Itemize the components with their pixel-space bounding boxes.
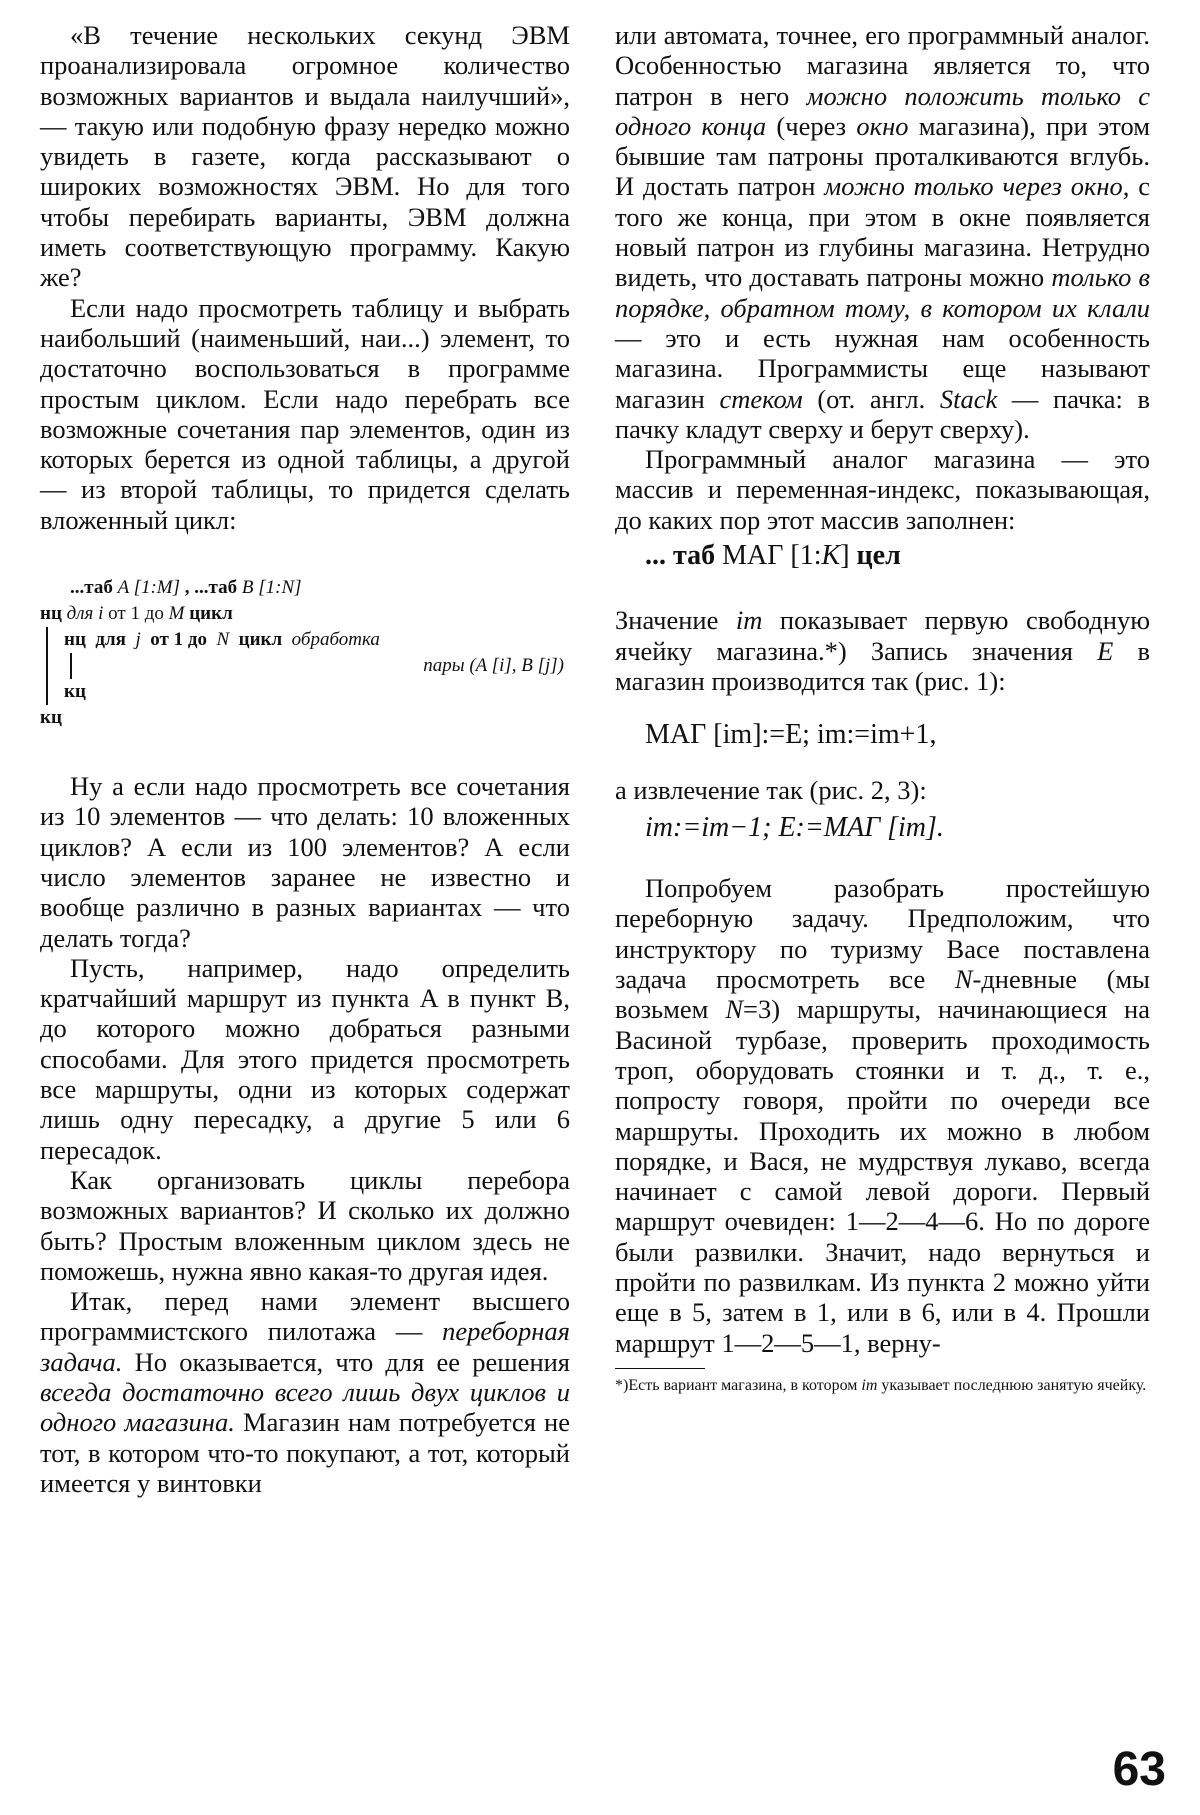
code-variable: j [135, 629, 141, 651]
emphasis: всегда достаточно всего лишь двух циклов и одного магазина. [40, 1376, 570, 1438]
text: указывает последнюю занятую ячейку. [877, 1376, 1147, 1394]
loop-bracket-inner [70, 653, 72, 679]
code-keyword: ... таб [645, 540, 716, 572]
code-text: от 1 до [108, 603, 164, 625]
code-text: B [1:N] [241, 577, 302, 599]
text: =3) маршруты, начинающиеся на Васиной турбазе, проверить проходимость троп, оборудовать стоянки и т. д., т. е., попросту говоря, пройти по очереди все маршруты. Проходить их можно в любом порядке, и Вася, не мудрствуя лукаво, всегда начинает с самой левой дороги. Первый маршрут очевиден: 1—2—4—6. Но по дороге были развилки. Значит, надо вернуться и пройти по развилкам. Из пункта 2 можно уйти еще в 5, затем в 1, или в 6, или в 4. Прошли маршрут 1—2—5—1, верну- [615, 994, 1151, 1358]
left-column [40, 20, 570, 1498]
code-keyword: цикл [189, 603, 233, 625]
text: Итак, перед нами элемент высшего программистского пилотажа — [40, 1286, 570, 1347]
code-text: МАГ [1: [722, 540, 822, 572]
paragraph: Ну а если надо просмотреть все сочетания из 10 элементов — что делать: 10 вложенных циклов? А если из 100 элементов? А если число элементов заранее не известно и вообще различно в разных вариантах — что делать тогда? [40, 771, 570, 953]
code-variable: N [216, 629, 230, 651]
variable: im [735, 605, 763, 636]
code-keyword: цел [856, 540, 901, 572]
text: (через [766, 110, 857, 141]
emphasis: окно [856, 110, 909, 141]
text: -дневные (мы возьмем [615, 964, 1150, 1025]
code-keyword: для [95, 629, 126, 651]
paragraph: Пусть, например, надо определить кратчайший маршрут из пункта A в пункт B, до которого можно добраться разными способами. Для этого придется просмотреть все маршруты, одни из которых содержат лишь одну пересадку, а другие 5 или 6 пересадок. [40, 952, 570, 1165]
text: показывает первую свободную ячейку магазина.*) Запись значения [615, 605, 1150, 666]
paragraph: Если надо просмотреть таблицу и выбрать наибольший (наименьший, наи...) элемент, то достаточно воспользоваться в программе простым циклом. Если надо перебрать все возможные сочетания пар элементов, один из которых берется из одной таблицы, а другой — из второй таблицы, то придется сделать вложенный цикл: [40, 292, 570, 535]
code-text: A [1:M] [117, 577, 181, 599]
footnote [615, 1374, 1150, 1397]
emphasis: можно только через окно, [824, 171, 1130, 202]
paragraph: «В течение нескольких секунд ЭВМ проанализировала огромное количество возможных вариантов и выдала наилучший», — такую или подобную фразу нередко можно увидеть в газете, когда рассказывают о широких возможностях ЭВМ. Но для того чтобы перебирать варианты, ЭВМ должна иметь соответствующую программу. Какую же? [40, 20, 570, 293]
code-keyword: кц [40, 707, 62, 729]
code-text: от 1 до [150, 629, 207, 651]
text: с того же конца, при этом в окне появляется новый патрон из глубины магазина. Нетрудно видеть, что доставать патроны можно [615, 171, 1150, 293]
paragraph [615, 605, 1150, 696]
code-variable: M [168, 603, 185, 625]
code-keyword: ...таб [70, 577, 113, 599]
text: или автомата, точнее, его программный аналог. Особенностью магазина является то, что патрон в него [615, 20, 1150, 111]
page-number: 63 [1112, 1743, 1166, 1796]
loop-bracket-outer [46, 627, 48, 705]
formula-push: МАГ [im]:=E; im:=im+1, [645, 719, 937, 751]
right-column [615, 20, 1150, 1397]
text: магазина), при этом бывшие там патроны проталкиваются вглубь. И достать патрон [615, 110, 1151, 202]
emphasis: Stack [939, 383, 998, 414]
array-declaration [615, 541, 1150, 571]
text: Но оказывается, что для ее решения [122, 1346, 570, 1377]
code-keyword: для [66, 603, 94, 625]
text: в магазин производится так (рис. 1): [615, 635, 1150, 696]
paragraph [615, 873, 1150, 1358]
variable: N [725, 994, 744, 1025]
code-variable: K [821, 540, 841, 572]
code-variable: i [98, 603, 104, 625]
emphasis: можно положить только с одного конца [615, 80, 1150, 141]
emphasis: переборная задача. [40, 1316, 570, 1377]
code-listing [40, 575, 570, 731]
code-comment: пары (A [i], B [j]) [423, 655, 564, 677]
code-keyword: нц [64, 629, 86, 651]
emphasis: только в порядке, обратном тому, в котором их клали [615, 262, 1151, 323]
variable: im [861, 1376, 878, 1394]
paragraph [40, 1286, 570, 1498]
code-keyword: нц [40, 603, 62, 625]
paragraph [615, 20, 1150, 444]
code-comment: обработка [291, 629, 380, 651]
text: *)Есть вариант магазина, в котором [615, 1376, 862, 1394]
code-keyword: кц [64, 681, 86, 703]
code-keyword: цикл [238, 629, 283, 651]
paragraph: а извлечение так (рис. 2, 3): [615, 774, 927, 805]
formula-pop: im:=im−1; E:=МАГ [im]. [645, 811, 944, 843]
variable: N [954, 964, 973, 995]
paragraph: Как организовать циклы перебора возможных вариантов? И сколько их должно быть? Простым вложенным циклом здесь не поможешь, нужна явно какая-то другая идея. [40, 1164, 570, 1286]
variable: E [1097, 635, 1114, 666]
code-keyword: , ...таб [184, 577, 238, 599]
text: (от. англ. [802, 383, 940, 414]
emphasis: стеком [719, 383, 803, 414]
text: Попробуем разобрать простейшую переборную задачу. Предположим, что инструктору по туризму Васе поставлена задача просмотреть все [615, 873, 1150, 995]
text: — это и есть нужная нам особенность магазина. Программисты еще называют магазин [615, 322, 1150, 414]
code-text: ] [840, 540, 850, 572]
paragraph: Программный аналог магазина — это массив и переменная-индекс, показывающая, до каких пор этот массив заполнен: [615, 444, 1150, 535]
text: Магазин нам потребуется не тот, в котором что-то покупают, а тот, который имеется у винтовки [40, 1407, 571, 1498]
text: Значение [615, 605, 736, 636]
text: — пачка: в пачку кладут сверху и берут сверху). [615, 383, 1150, 444]
